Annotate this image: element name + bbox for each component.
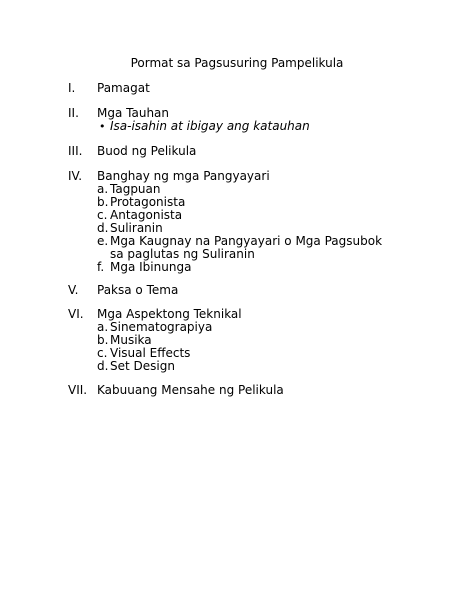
list-item-text: Protagonista [110, 195, 186, 209]
section-numeral: IV. [68, 169, 83, 183]
list-item [97, 120, 397, 133]
bullet-icon: • [99, 120, 106, 133]
list-item-text: Mga Ibinunga [110, 260, 192, 274]
list-item-marker: e. [97, 234, 109, 248]
list-item-marker: b. [97, 333, 109, 347]
list-item-text: Antagonista [110, 208, 183, 222]
section-numeral: V. [68, 283, 79, 297]
list-item [97, 261, 397, 274]
section-heading: Mga Tauhan [97, 106, 170, 120]
list-item-marker: d. [97, 221, 109, 235]
list-item-text: Sinematograpiya [110, 320, 213, 334]
section-heading: Pamagat [97, 81, 150, 95]
list-item-text: Set Design [110, 359, 175, 373]
list-item-marker: b. [97, 195, 109, 209]
section-numeral: I. [68, 81, 76, 95]
section-heading: Paksa o Tema [97, 283, 179, 297]
section-sublist [97, 321, 397, 373]
list-item [97, 360, 397, 373]
list-item-text: Isa-isahin at ibigay ang katauhan [110, 119, 310, 133]
list-item-marker: c. [97, 346, 108, 360]
list-item-marker: d. [97, 359, 109, 373]
section-numeral: VI. [68, 307, 84, 321]
section-numeral: III. [68, 144, 83, 158]
section-heading: Buod ng Pelikula [97, 144, 197, 158]
list-item [97, 235, 389, 261]
list-item-marker: a. [97, 320, 109, 334]
list-item-text: Mga Kaugnay na Pangyayari o Mga Pagsubok sa paglutas ng Suliranin [110, 234, 383, 261]
section-heading: Kabuuang Mensahe ng Pelikula [97, 383, 284, 397]
list-item-text: Tagpuan [110, 182, 161, 196]
section-numeral: VII. [68, 383, 88, 397]
section-heading: Banghay ng mga Pangyayari [97, 169, 270, 183]
list-item-marker: a. [97, 182, 109, 196]
section-numeral: II. [68, 106, 79, 120]
section-bullet-list [97, 120, 397, 133]
list-item-text: Musika [110, 333, 152, 347]
list-item-marker: c. [97, 208, 108, 222]
section-heading: Mga Aspektong Teknikal [97, 307, 242, 321]
list-item-text: Visual Effects [110, 346, 191, 360]
section-sublist [97, 183, 397, 274]
list-item-marker: f. [97, 260, 105, 274]
document-title: Pormat sa Pagsusuring Pampelikula [130, 56, 344, 70]
list-item-text: Suliranin [110, 221, 163, 235]
